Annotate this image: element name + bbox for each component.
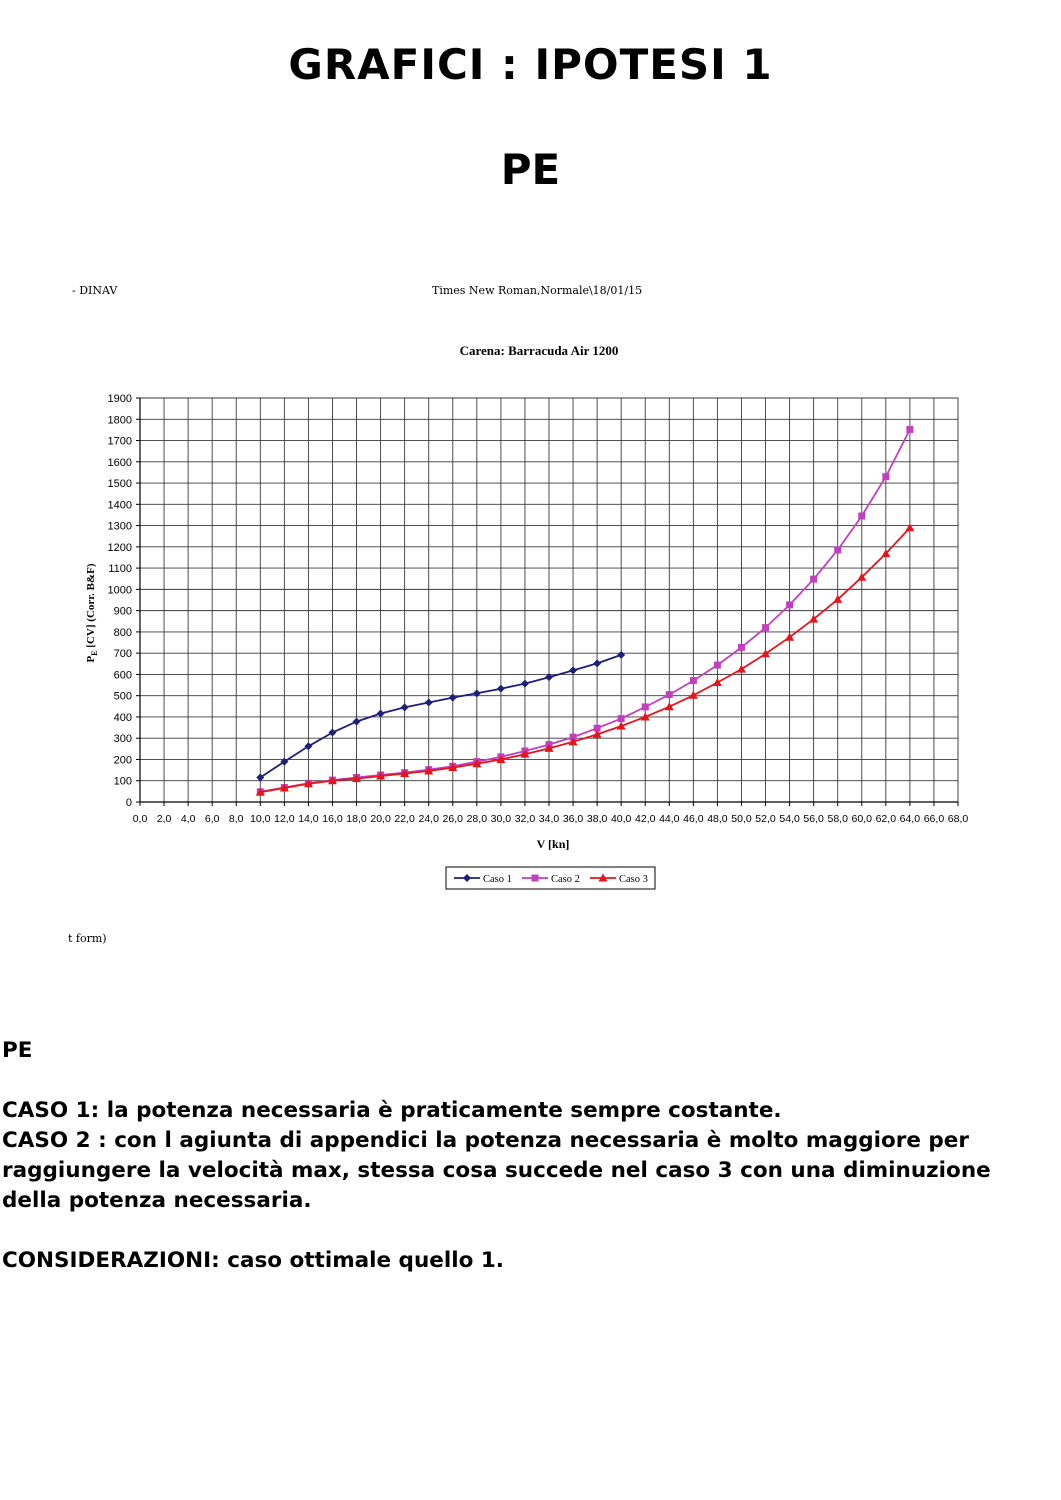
x-tick-label: 62,0 [875,813,897,825]
x-tick-label: 30,0 [490,813,512,825]
x-tick-label: 66,0 [923,813,945,825]
y-tick-label: 300 [113,733,132,746]
x-tick-label: 32,0 [514,813,536,825]
x-tick-label: 8,0 [228,813,244,825]
x-tick-label: 50,0 [731,813,752,825]
data-point [858,513,865,520]
legend-marker [532,875,539,882]
data-point [738,644,745,651]
data-point [714,662,721,669]
data-point [906,426,913,433]
notes-line-3: CONSIDERAZIONI: caso ottimale quello 1. [2,1248,504,1273]
x-tick-label: 20,0 [370,813,391,825]
y-axis-label-sub: E [90,650,99,656]
x-tick-label: 2,0 [156,813,172,825]
data-point [666,691,673,698]
x-tick-label: 6,0 [204,813,220,825]
page-title: GRAFICI : IPOTESI 1 [288,40,773,89]
y-axis-label-main: P [85,655,97,663]
data-point [882,473,889,480]
x-tick-label: 24,0 [418,813,439,825]
notes-heading: PE [2,1038,33,1063]
notes-line-2: CASO 2 : con l agiunta di appendici la potenza necessaria è molto maggiore per raggiungere la velocità max, stessa cosa succede nel caso 3 con una diminuzione della potenza necessaria. [2,1128,991,1213]
y-tick-label: 1500 [107,478,132,491]
y-tick-label: 800 [113,626,132,639]
x-tick-label: 48,0 [707,813,728,825]
y-tick-label: 1400 [107,499,132,512]
x-tick-label: 46,0 [683,813,704,825]
y-tick-label: 100 [113,775,132,788]
y-tick-label: 1700 [107,435,132,448]
y-tick-label: 1200 [107,541,132,554]
legend-entry-caso-1: Caso 1 [483,874,512,885]
y-tick-label: 0 [125,797,132,809]
notes-line-1: CASO 1: la potenza necessaria è praticamente sempre costante. [2,1098,782,1123]
data-point [618,715,625,722]
x-tick-label: 12,0 [274,813,295,825]
x-tick-label: 42,0 [635,813,656,825]
x-tick-label: 56,0 [803,813,824,825]
line-chart [60,330,1020,910]
x-tick-label: 26,0 [442,813,463,825]
x-tick-label: 40,0 [610,813,632,825]
x-tick-label: 58,0 [827,813,848,825]
x-tick-label: 0,0 [132,813,148,825]
x-tick-label: 16,0 [322,813,343,825]
x-tick-label: 36,0 [562,813,584,825]
x-tick-label: 4,0 [180,813,196,825]
notes-section [2,1036,1057,1276]
y-axis-label [85,563,99,662]
data-point [834,547,841,554]
chart-container [60,330,1020,910]
data-point [642,703,649,710]
y-tick-label: 1000 [107,584,132,597]
x-tick-label: 14,0 [298,813,319,825]
y-tick-label: 1800 [107,414,132,427]
header-left-text: - DINAV [72,284,118,297]
y-tick-label: 1600 [107,456,132,469]
footnote: t form) [68,932,107,945]
data-point [762,624,769,631]
x-tick-label: 54,0 [779,813,800,825]
data-point [810,576,817,583]
x-tick-label: 68,0 [947,813,969,825]
y-tick-label: 1300 [107,520,132,533]
x-tick-label: 28,0 [466,813,488,825]
legend-entry-caso-2: Caso 2 [551,874,580,885]
x-tick-label: 64,0 [899,813,921,825]
x-tick-label: 22,0 [394,813,415,825]
y-tick-label: 1100 [108,563,132,576]
x-tick-label: 18,0 [346,813,367,825]
data-point [786,601,793,608]
x-tick-label: 10,0 [250,813,271,825]
y-tick-label: 700 [113,648,132,661]
x-tick-label: 38,0 [586,813,608,825]
x-axis-label: V [kn] [536,837,570,851]
y-tick-label: 500 [113,690,132,703]
legend-entry-caso-3: Caso 3 [619,874,648,885]
y-tick-label: 400 [113,711,132,724]
y-tick-label: 1900 [107,393,132,405]
page-subtitle: PE [500,145,561,194]
svg-text:PE [CV] (Corr. B&F) [85,563,99,662]
x-tick-label: 60,0 [851,813,872,825]
chart-title: Carena: Barracuda Air 1200 [459,343,619,358]
data-point [690,677,697,684]
y-axis-label-rest: [CV] (Corr. B&F) [85,563,97,651]
x-tick-label: 34,0 [538,813,560,825]
x-tick-label: 52,0 [755,813,776,825]
x-tick-label: 44,0 [659,813,680,825]
y-tick-label: 200 [113,754,132,767]
y-tick-label: 600 [113,669,132,682]
header-center-text: Times New Roman,Normale\18/01/15 [432,284,643,297]
chart-legend [446,867,655,889]
y-tick-label: 900 [113,605,132,618]
